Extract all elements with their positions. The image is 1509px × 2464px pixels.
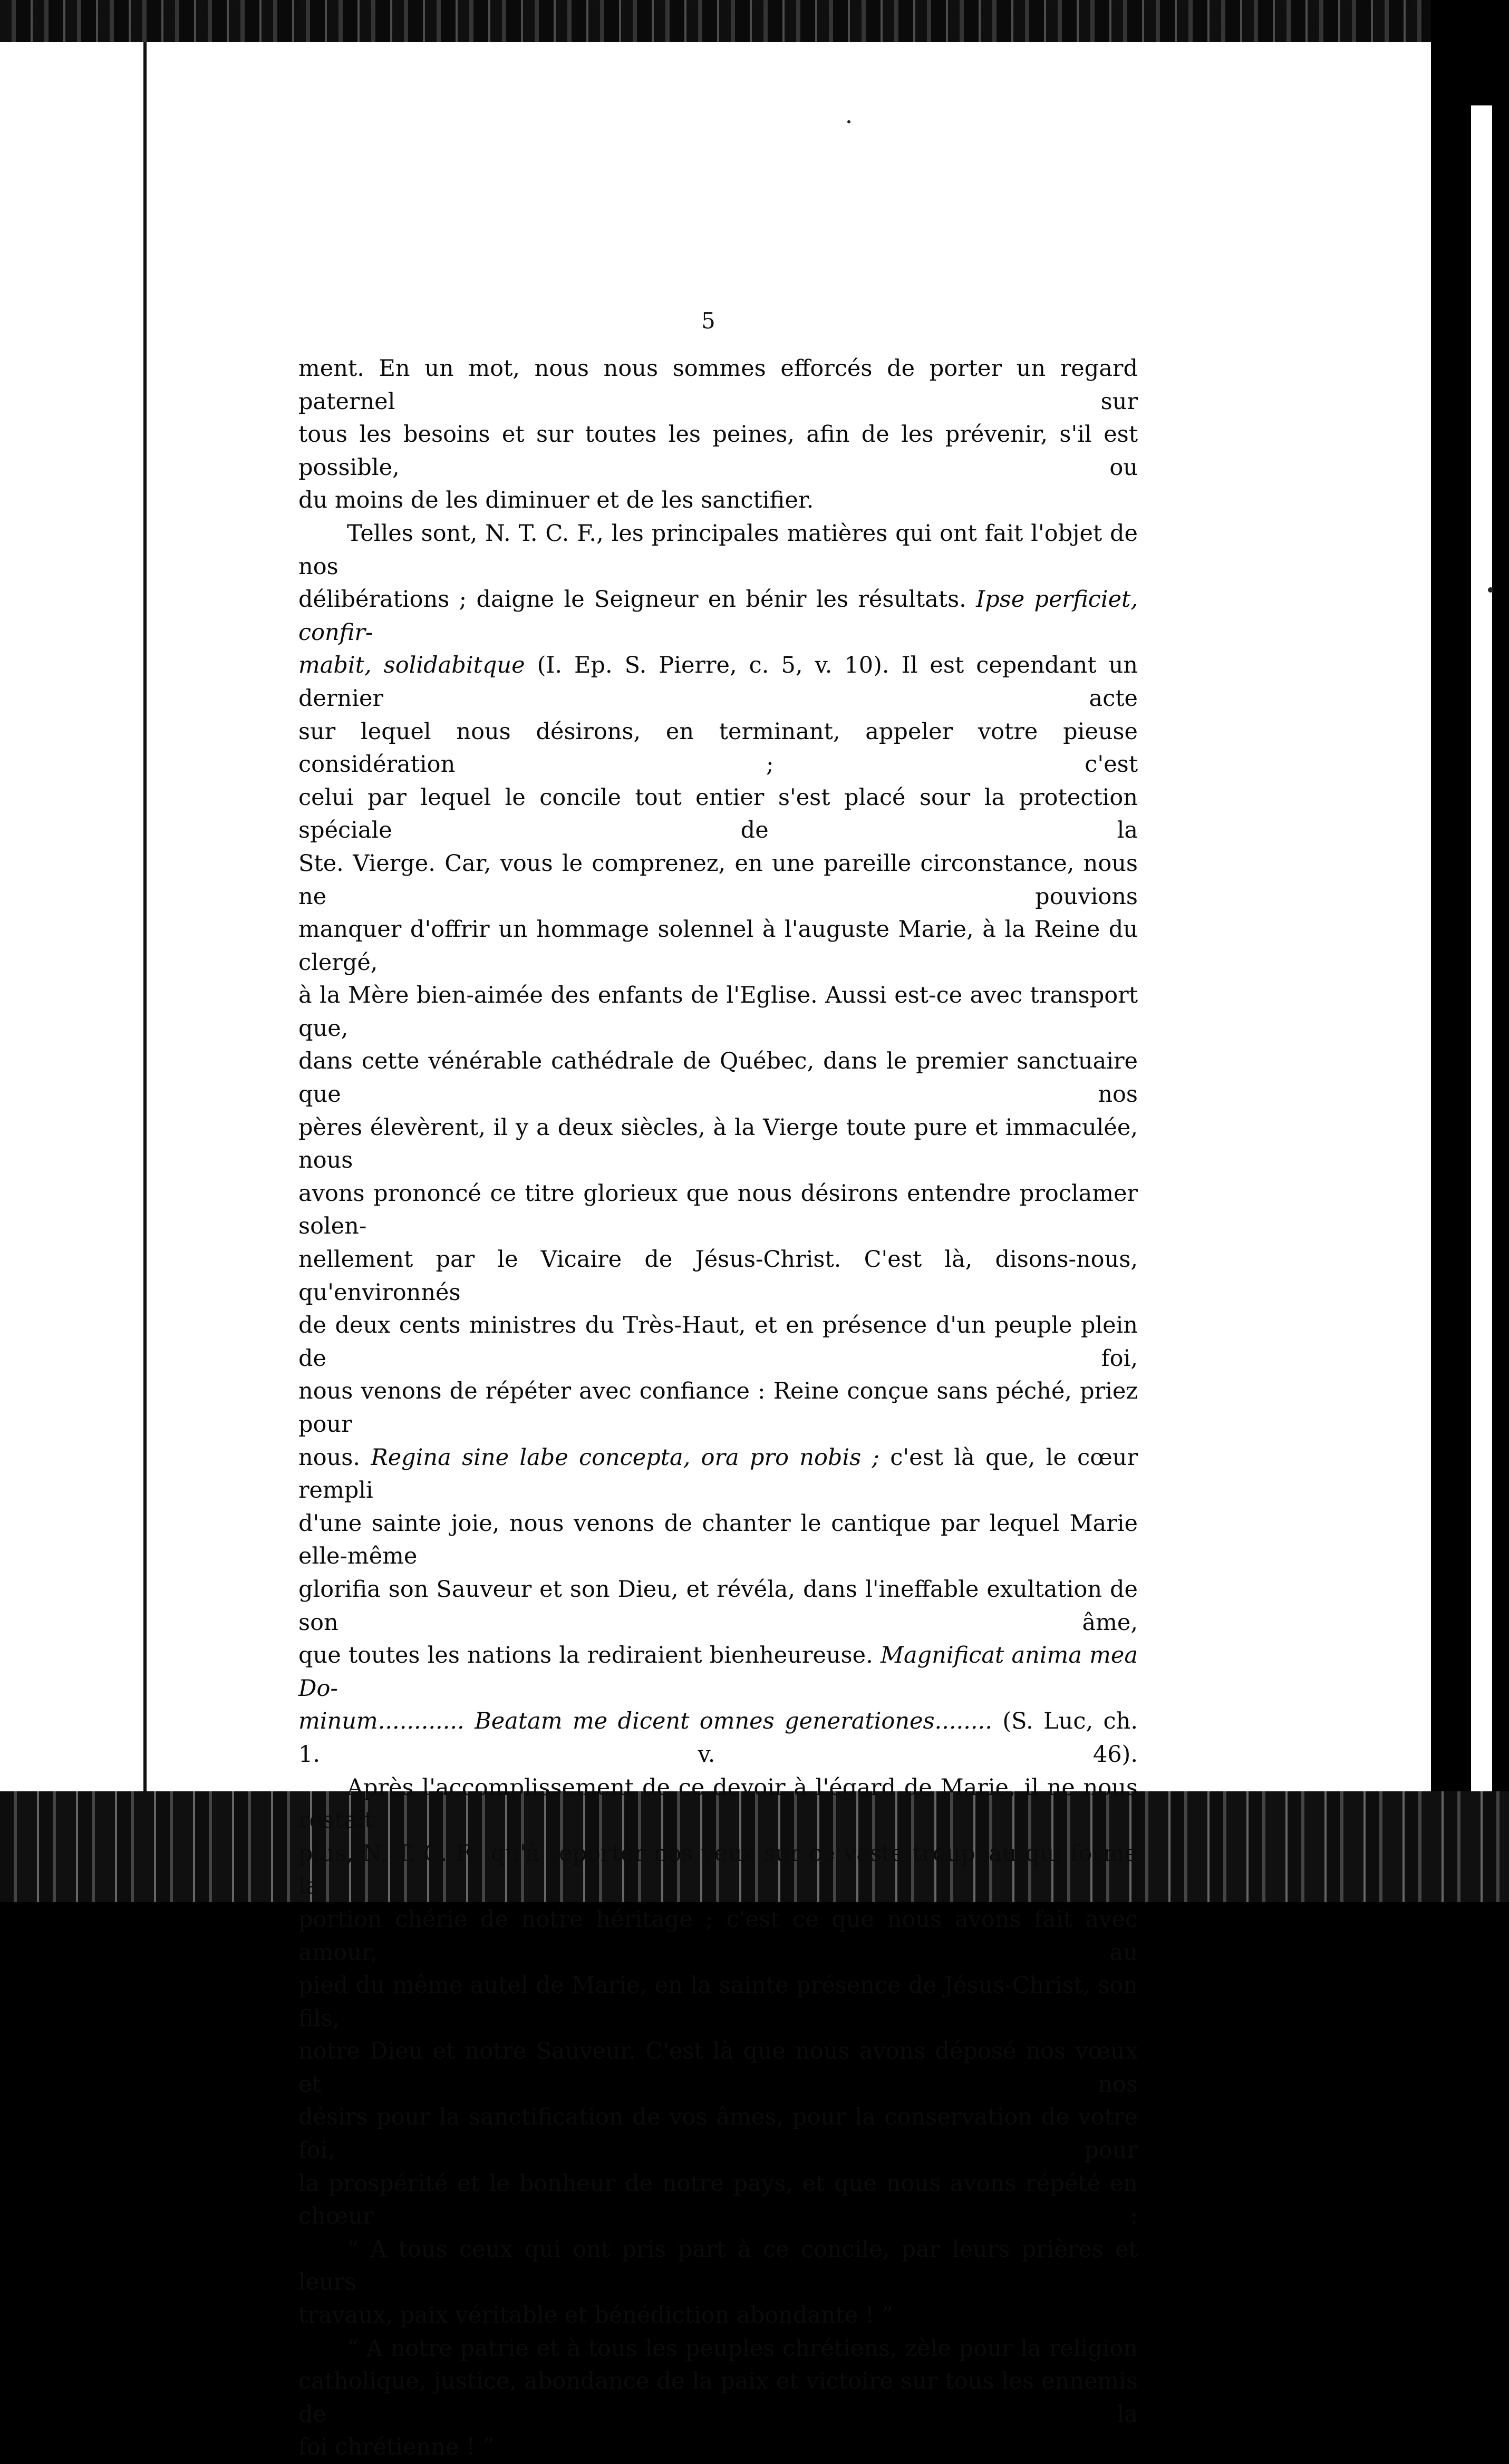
text-line <box>298 2233 1138 2299</box>
text-line <box>298 1639 1138 1705</box>
text-run: Après l'accomplissement de ce devoir à l'égard de Marie, il ne nous restait <box>298 1774 1138 1834</box>
speck <box>1488 587 1493 593</box>
text-line <box>298 2101 1138 2167</box>
text-line <box>298 352 1138 418</box>
scan-border-top <box>0 0 1509 42</box>
text-run: (I. Ep. S. Pierre, c. 5, v. 10). Il est cependant un dernier acte <box>298 652 1138 712</box>
text-run: à la Mère bien-aimée des enfants de l'Eglise. Aussi est-ce avec transport que, <box>298 982 1138 1042</box>
text-run: tous les besoins et sur toutes les peines, afin de les prévenir, s'il est possible, ou <box>298 421 1138 481</box>
body-text <box>298 352 1138 2464</box>
text-run: ment. En un mot, nous nous sommes efforcés de porter un regard paternel sur <box>298 355 1138 415</box>
text-line <box>298 2332 1138 2365</box>
text-line <box>298 1309 1138 1375</box>
text-line <box>298 1573 1138 1639</box>
text-run: plus, N. T. C. F., qu'à reporter nos yeux sur ce vaste troupeau qui forme la <box>298 1840 1138 1900</box>
text-line <box>298 1903 1138 1969</box>
text-line <box>298 2299 1138 2332</box>
text-run: glorifia son Sauveur et son Dieu, et révéla, dans l'ineffable exultation de son âme, <box>298 1576 1138 1636</box>
text-line <box>298 1243 1138 1309</box>
text-run: pères élevèrent, il y a deux siècles, à la Vierge toute pure et immaculée, nous <box>298 1114 1138 1174</box>
text-line <box>298 1969 1138 2035</box>
text-run: que toutes les nations la rediraient bienheureuse. <box>298 1642 881 1669</box>
text-run: c'est là que, le cœur rempli <box>298 1444 1138 1504</box>
text-run: avons prononcé ce titre glorieux que nous désirons entendre proclamer solen- <box>298 1180 1138 1240</box>
text-run: manquer d'offrir un hommage solennel à l'auguste Marie, à la Reine du clergé, <box>298 916 1138 976</box>
scan-margin-left <box>0 42 143 1791</box>
text-run: (S. Luc, ch. 1. v. 46). <box>298 1708 1138 1768</box>
text-run: d'une sainte joie, nous venons de chanter le cantique par lequel Marie elle-même <box>298 1510 1138 1570</box>
text-run: désirs pour la sanctification de vos âmes, pour la conservation de votre foi, pour <box>298 2104 1138 2164</box>
text-run: de deux cents ministres du Très-Haut, et en présence d'un peuple plein de foi, <box>298 1312 1138 1372</box>
text-line <box>298 2365 1138 2431</box>
italic-text: Magnificat anima mea Do- <box>298 1642 1138 1702</box>
text-run: dans cette vénérable cathédrale de Québec, dans le premier sanctuaire que nos <box>298 1048 1138 1108</box>
text-line <box>298 781 1138 847</box>
text-run: nous venons de répéter avec confiance : Reine conçue sans péché, priez pour <box>298 1378 1138 1438</box>
text-line <box>298 1507 1138 1573</box>
italic-text: mabit, solidabitque <box>298 652 525 679</box>
text-line <box>298 484 1138 517</box>
text-line <box>298 583 1138 649</box>
text-line <box>298 517 1138 583</box>
text-run: Ste. Vierge. Car, vous le comprenez, en une pareille circonstance, nous ne pouvions <box>298 850 1138 910</box>
text-run: nellement par le Vicaire de Jésus-Christ. C'est là, disons-nous, qu'environnés <box>298 1246 1138 1306</box>
text-run: délibérations ; daigne le Seigneur en bénir les résultats. <box>298 586 976 613</box>
text-run: portion chérie de notre héritage ; c'est ce que nous avons fait avec amour, au <box>298 1906 1138 1966</box>
text-run: celui par lequel le concile tout entier s'est placé sour la protection spéciale de la <box>298 784 1138 844</box>
text-line <box>298 1837 1138 1903</box>
scan-margin-right <box>1471 105 1492 1792</box>
text-line <box>298 2167 1138 2233</box>
text-line <box>298 1177 1138 1243</box>
text-line <box>298 913 1138 979</box>
text-run: foi chrétienne ! ” <box>298 2434 494 2461</box>
text-line <box>298 1375 1138 1441</box>
text-line <box>298 2035 1138 2101</box>
text-run: Telles sont, N. T. C. F., les principales matières qui ont fait l'objet de nos <box>298 520 1138 580</box>
text-run: la prospérité et le bonheur de notre pays, et que nous avons répété en chœur : <box>298 2170 1138 2230</box>
italic-text: Regina sine labe concepta, ora pro nobis ; <box>371 1444 879 1471</box>
text-line <box>298 1045 1138 1111</box>
text-line <box>298 418 1138 484</box>
text-line <box>298 715 1138 781</box>
text-line <box>298 2431 1138 2464</box>
scan-border-right <box>1431 0 1509 1902</box>
page-number: 5 <box>701 308 715 334</box>
text-line <box>298 649 1138 715</box>
speck <box>847 120 850 123</box>
text-run: “ A notre patrie et à tous les peuples chrétiens, zèle pour la religion <box>347 2335 1138 2362</box>
text-run: notre Dieu et notre Sauveur. C'est là que nous avons déposé nos vœux et nos <box>298 2038 1138 2098</box>
text-run: travaux, paix véritable et bénédiction abondante ! ” <box>298 2302 893 2329</box>
text-line <box>298 1111 1138 1177</box>
italic-text: minum............ Beatam me dicent omnes generationes........ <box>298 1708 992 1735</box>
text-line <box>298 1705 1138 1771</box>
text-run: du moins de les diminuer et de les sanctifier. <box>298 487 814 514</box>
text-run: pied du même autel de Marie, en la sainte présence de Jésus-Christ, son fils, <box>298 1972 1138 2032</box>
text-line <box>298 847 1138 913</box>
text-line <box>298 1441 1138 1507</box>
text-run: “ A tous ceux qui ont pris part à ce concile, par leurs prières et leurs <box>298 2236 1138 2296</box>
text-line <box>298 1771 1138 1837</box>
text-line <box>298 979 1138 1045</box>
text-run: sur lequel nous désirons, en terminant, appeler votre pieuse considération ; c'est <box>298 718 1138 778</box>
italic-text: Ipse perficiet, confir- <box>298 586 1138 646</box>
text-run: nous. <box>298 1444 371 1471</box>
text-run: catholique, justice, abondance de la paix et victoire sur tous les ennemis de la <box>298 2368 1138 2428</box>
